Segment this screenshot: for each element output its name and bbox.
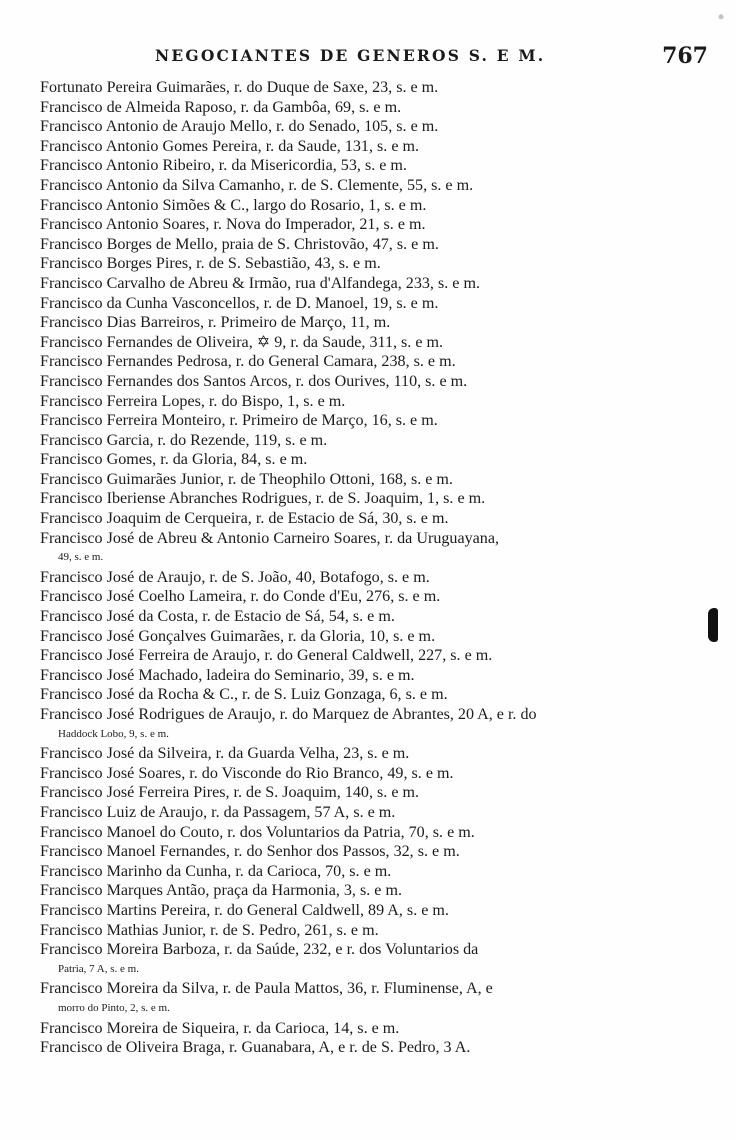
list-item: Francisco José da Rocha & C., r. de S. Luiz Gonzaga, 6, s. e m. — [40, 686, 448, 704]
list-item: Francisco Marinho da Cunha, r. da Carioca, 70, s. e m. — [40, 862, 392, 880]
list-item: Francisco Ferreira Lopes, r. do Bispo, 1, s. e m. — [40, 392, 346, 410]
ink-blot — [708, 608, 718, 642]
list-item: Francisco Antonio de Araujo Mello, r. do Senado, 105, s. e m. — [40, 118, 439, 136]
list-item: Francisco José de Abreu & Antonio Carneiro Soares, r. da Uruguayana, — [40, 529, 500, 547]
list-item: Francisco Antonio Ribeiro, r. da Misericordia, 53, s. e m. — [40, 157, 407, 175]
list-item: Francisco Borges Pires, r. de S. Sebastião, 43, s. e m. — [40, 255, 381, 273]
list-item: Francisco Marques Antão, praça da Harmonia, 3, s. e m. — [40, 882, 402, 900]
list-item-continuation: morro do Pinto, 2, s. e m. — [58, 1001, 170, 1014]
list-item: Francisco José de Araujo, r. de S. João, 40, Botafogo, s. e m. — [40, 568, 430, 586]
list-item: Francisco Manoel do Couto, r. dos Voluntarios da Patria, 70, s. e m. — [40, 823, 475, 841]
list-item: Francisco Fernandes de Oliveira, ✡ 9, r. da Saude, 311, s. e m. — [40, 333, 444, 351]
corner-stain — [712, 8, 730, 30]
list-item: Francisco José da Costa, r. de Estacio de Sá, 54, s. e m. — [40, 608, 395, 626]
list-item: Francisco de Oliveira Braga, r. Guanabara, A, e r. de S. Pedro, 3 A. — [40, 1039, 471, 1057]
list-item: Francisco Dias Barreiros, r. Primeiro de Março, 11, m. — [40, 314, 391, 332]
page-number: 767 — [662, 43, 708, 69]
list-item: Francisco Martins Pereira, r. do General Caldwell, 89 A, s. e m. — [40, 901, 449, 919]
list-item: Francisco Antonio da Silva Camanho, r. de S. Clemente, 55, s. e m. — [40, 176, 474, 194]
list-item-continuation: Patria, 7 A, s. e m. — [58, 962, 139, 975]
list-item: Francisco da Cunha Vasconcellos, r. de D. Manoel, 19, s. e m. — [40, 294, 439, 312]
page-header — [40, 43, 722, 72]
list-item: Fortunato Pereira Guimarães, r. do Duque de Saxe, 23, s. e m. — [40, 79, 439, 96]
list-item: Francisco Manoel Fernandes, r. do Senhor dos Passos, 32, s. e m. — [40, 843, 460, 861]
list-item: Francisco José Rodrigues de Araujo, r. do Marquez de Abrantes, 20 A, e r. do — [40, 706, 537, 723]
list-item: Francisco Moreira Barboza, r. da Saúde, 232, e r. dos Voluntarios da — [40, 941, 479, 959]
list-item: Francisco Fernandes dos Santos Arcos, r. dos Ourives, 110, s. e m. — [40, 372, 468, 390]
list-item: Francisco Mathias Junior, r. de S. Pedro, 261, s. e m. — [40, 921, 379, 939]
list-item: Francisco José Coelho Lameira, r. do Conde d'Eu, 276, s. e m. — [40, 588, 441, 606]
list-item: Francisco Antonio Simões & C., largo do Rosario, 1, s. e m. — [40, 196, 427, 214]
list-item: Francisco Antonio Soares, r. Nova do Imperador, 21, s. e m. — [40, 216, 426, 234]
list-item: Francisco José Soares, r. do Visconde do Rio Branco, 49, s. e m. — [40, 764, 454, 782]
list-item: Francisco José Machado, ladeira do Seminario, 39, s. e m. — [40, 666, 415, 684]
list-item: Francisco Joaquim de Cerqueira, r. de Estacio de Sá, 30, s. e m. — [40, 510, 449, 528]
list-item: Francisco Moreira da Silva, r. de Paula Mattos, 36, r. Fluminense, A, e — [40, 980, 493, 998]
list-item: Francisco Gomes, r. da Gloria, 84, s. e m. — [40, 451, 308, 469]
list-item: Francisco José Gonçalves Guimarães, r. da Gloria, 10, s. e m. — [40, 627, 436, 645]
list-item: Francisco Iberiense Abranches Rodrigues, r. de S. Joaquim, 1, s. e m. — [40, 490, 486, 508]
list-item: Francisco Guimarães Junior, r. de Theophilo Ottoni, 168, s. e m. — [40, 470, 453, 488]
list-item: Francisco Garcia, r. do Rezende, 119, s. e m. — [40, 431, 328, 449]
list-item-continuation: Haddock Lobo, 9, s. e m. — [58, 727, 169, 740]
list-item: Francisco José da Silveira, r. da Guarda Velha, 23, s. e m. — [40, 745, 410, 763]
list-item: Francisco Carvalho de Abreu & Irmão, rua d'Alfandega, 233, s. e m. — [40, 274, 480, 292]
list-item: Francisco Fernandes Pedrosa, r. do General Camara, 238, s. e m. — [40, 353, 456, 371]
list-item: Francisco José Ferreira Pires, r. de S. Joaquim, 140, s. e m. — [40, 784, 420, 802]
list-item: Francisco Antonio Gomes Pereira, r. da Saude, 131, s. e m. — [40, 137, 420, 155]
page-title: NEGOCIANTES DE GENEROS S. E M. — [155, 46, 546, 65]
list-item: Francisco Luiz de Araujo, r. da Passagem, 57 A, s. e m. — [40, 803, 396, 821]
list-item-continuation: 49, s. e m. — [58, 551, 104, 564]
list-item: Francisco de Almeida Raposo, r. da Gambôa, 69, s. e m. — [40, 98, 402, 116]
list-item: Francisco José Ferreira de Araujo, r. do General Caldwell, 227, s. e m. — [40, 647, 493, 665]
entry-list — [40, 78, 688, 1058]
list-item: Francisco Moreira de Siqueira, r. da Carioca, 14, s. e m. — [40, 1019, 400, 1037]
list-item: Francisco Borges de Mello, praia de S. Christovão, 47, s. e m. — [40, 235, 439, 253]
list-item: Francisco Ferreira Monteiro, r. Primeiro de Março, 16, s. e m. — [40, 412, 438, 430]
